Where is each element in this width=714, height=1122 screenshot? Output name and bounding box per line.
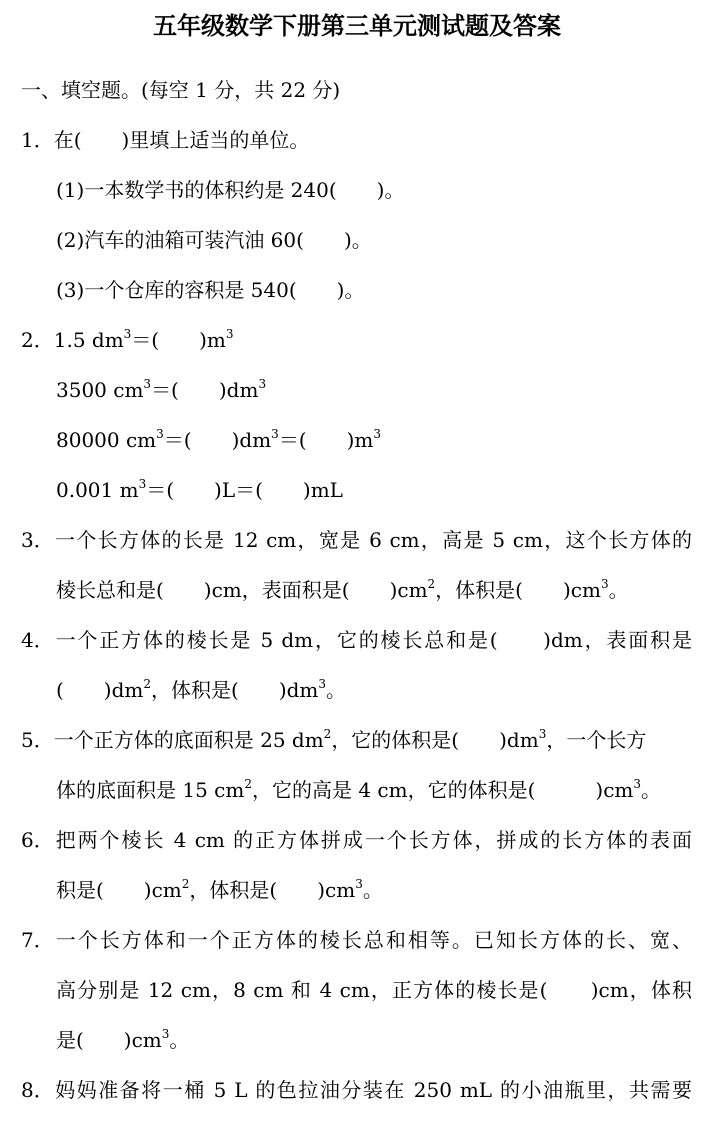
q2-line-d bbox=[56, 474, 692, 506]
exponent: 3 bbox=[156, 427, 164, 441]
exponent: 3 bbox=[633, 777, 642, 791]
question-text: 一个正方体的底面积是 25 dm bbox=[53, 728, 324, 752]
exponent: 3 bbox=[373, 427, 382, 441]
question-text: 一个长方体和一个正方体的棱长总和相等。已知长方体的长、宽、 bbox=[53, 928, 692, 952]
question-text: ，体积是( )cm bbox=[435, 578, 601, 602]
question-text: 。 bbox=[169, 1028, 190, 1052]
question-text: ( )dm bbox=[56, 678, 144, 702]
question-text: 。 bbox=[362, 878, 383, 902]
exponent: 2 bbox=[143, 677, 152, 691]
question-text: ，一个长方 bbox=[546, 728, 647, 752]
q2-a-text: 1.5 dm bbox=[53, 328, 124, 352]
question-2 bbox=[21, 324, 692, 356]
q5-line-2 bbox=[56, 774, 692, 806]
question-text: 。 bbox=[608, 578, 629, 602]
question-8 bbox=[21, 1074, 692, 1106]
question-number: 5． bbox=[21, 728, 54, 752]
q2-c-text: ＝( )m bbox=[278, 428, 374, 452]
q1-sub-2: (2)汽车的油箱可装汽油 60( )。 bbox=[56, 228, 372, 252]
q2-line-b bbox=[56, 374, 692, 406]
question-number: 2． bbox=[21, 328, 54, 352]
q6-line-2 bbox=[56, 874, 692, 906]
exponent: 2 bbox=[323, 727, 332, 741]
q3-line-2 bbox=[56, 574, 692, 606]
question-text: 体的底面积是 15 cm bbox=[56, 778, 245, 802]
question-text: 棱长总和是( )cm，表面积是( )cm bbox=[56, 578, 428, 602]
question-text: 把两个棱长 4 cm 的正方体拼成一个长方体，拼成的长方体的表面 bbox=[53, 828, 692, 852]
exponent: 3 bbox=[538, 727, 547, 741]
q1-sub-3: (3)一个仓库的容积是 540( )。 bbox=[56, 278, 365, 302]
question-number: 7． bbox=[21, 928, 54, 952]
question-text: ，体积是( )cm bbox=[189, 878, 356, 902]
exponent: 3 bbox=[258, 377, 267, 391]
q7-line-3 bbox=[56, 1024, 692, 1056]
question-number: 8． bbox=[21, 1078, 54, 1102]
exponent: 3 bbox=[355, 877, 363, 891]
q2-d-text: ＝( )L＝( )mL bbox=[146, 478, 343, 502]
question-text: 是( )cm bbox=[56, 1028, 162, 1052]
q2-c-text: ＝( )dm bbox=[163, 428, 272, 452]
q1-sub-1: (1)一本数学书的体积约是 240( )。 bbox=[56, 178, 405, 202]
q2-d-text: 0.001 m bbox=[56, 478, 139, 502]
question-text: 在( )里填上适当的单位。 bbox=[53, 128, 310, 152]
question-number: 6． bbox=[21, 828, 54, 852]
question-number: 1． bbox=[21, 128, 54, 152]
question-number: 4． bbox=[21, 628, 54, 652]
question-3 bbox=[21, 524, 692, 556]
question-text: ，它的高是 4 cm，它的体积是( )cm bbox=[251, 778, 634, 802]
q2-a-text: ＝( )m bbox=[131, 328, 226, 352]
question-text: 。 bbox=[641, 778, 662, 802]
exponent: 3 bbox=[318, 677, 327, 691]
question-text: ，体积是( )dm bbox=[151, 678, 319, 702]
question-text: 一个长方体的长是 12 cm，宽是 6 cm，高是 5 cm，这个长方体的 bbox=[53, 528, 692, 552]
exponent: 3 bbox=[600, 577, 609, 591]
question-text: 一个正方体的棱长是 5 dm，它的棱长总和是( )dm，表面积是 bbox=[53, 628, 692, 652]
question-6 bbox=[21, 824, 692, 856]
question-7 bbox=[21, 924, 692, 956]
question-5 bbox=[21, 724, 692, 756]
section-heading: 一、填空题。(每空 1 分，共 22 分) bbox=[21, 78, 341, 102]
q2-line-c bbox=[56, 424, 692, 456]
exponent: 3 bbox=[143, 377, 152, 391]
exponent: 3 bbox=[225, 327, 234, 341]
question-number: 3． bbox=[21, 528, 54, 552]
question-text: 积是( )cm bbox=[56, 878, 182, 902]
exponent: 3 bbox=[123, 327, 132, 341]
exponent: 3 bbox=[271, 427, 279, 441]
document-title: 五年级数学下册第三单元测试题及答案 bbox=[153, 11, 561, 40]
exponent: 3 bbox=[161, 1027, 170, 1041]
exponent: 2 bbox=[427, 577, 436, 591]
q2-b-text: ＝( )dm bbox=[151, 378, 259, 402]
exponent: 2 bbox=[244, 777, 252, 791]
question-text: 妈妈准备将一桶 5 L 的色拉油分装在 250 mL 的小油瓶里，共需要 bbox=[53, 1078, 692, 1102]
q4-line-2 bbox=[56, 674, 692, 706]
q7-line-2: 高分别是 12 cm，8 cm 和 4 cm，正方体的棱长是( )cm，体积 bbox=[56, 978, 692, 1002]
q2-b-text: 3500 cm bbox=[56, 378, 144, 402]
exponent: 3 bbox=[138, 477, 147, 491]
q2-c-text: 80000 cm bbox=[56, 428, 157, 452]
exponent: 2 bbox=[181, 877, 190, 891]
question-1 bbox=[21, 124, 692, 156]
question-4 bbox=[21, 624, 692, 656]
question-text: ，它的体积是( )dm bbox=[331, 728, 539, 752]
question-text: 。 bbox=[326, 678, 347, 702]
